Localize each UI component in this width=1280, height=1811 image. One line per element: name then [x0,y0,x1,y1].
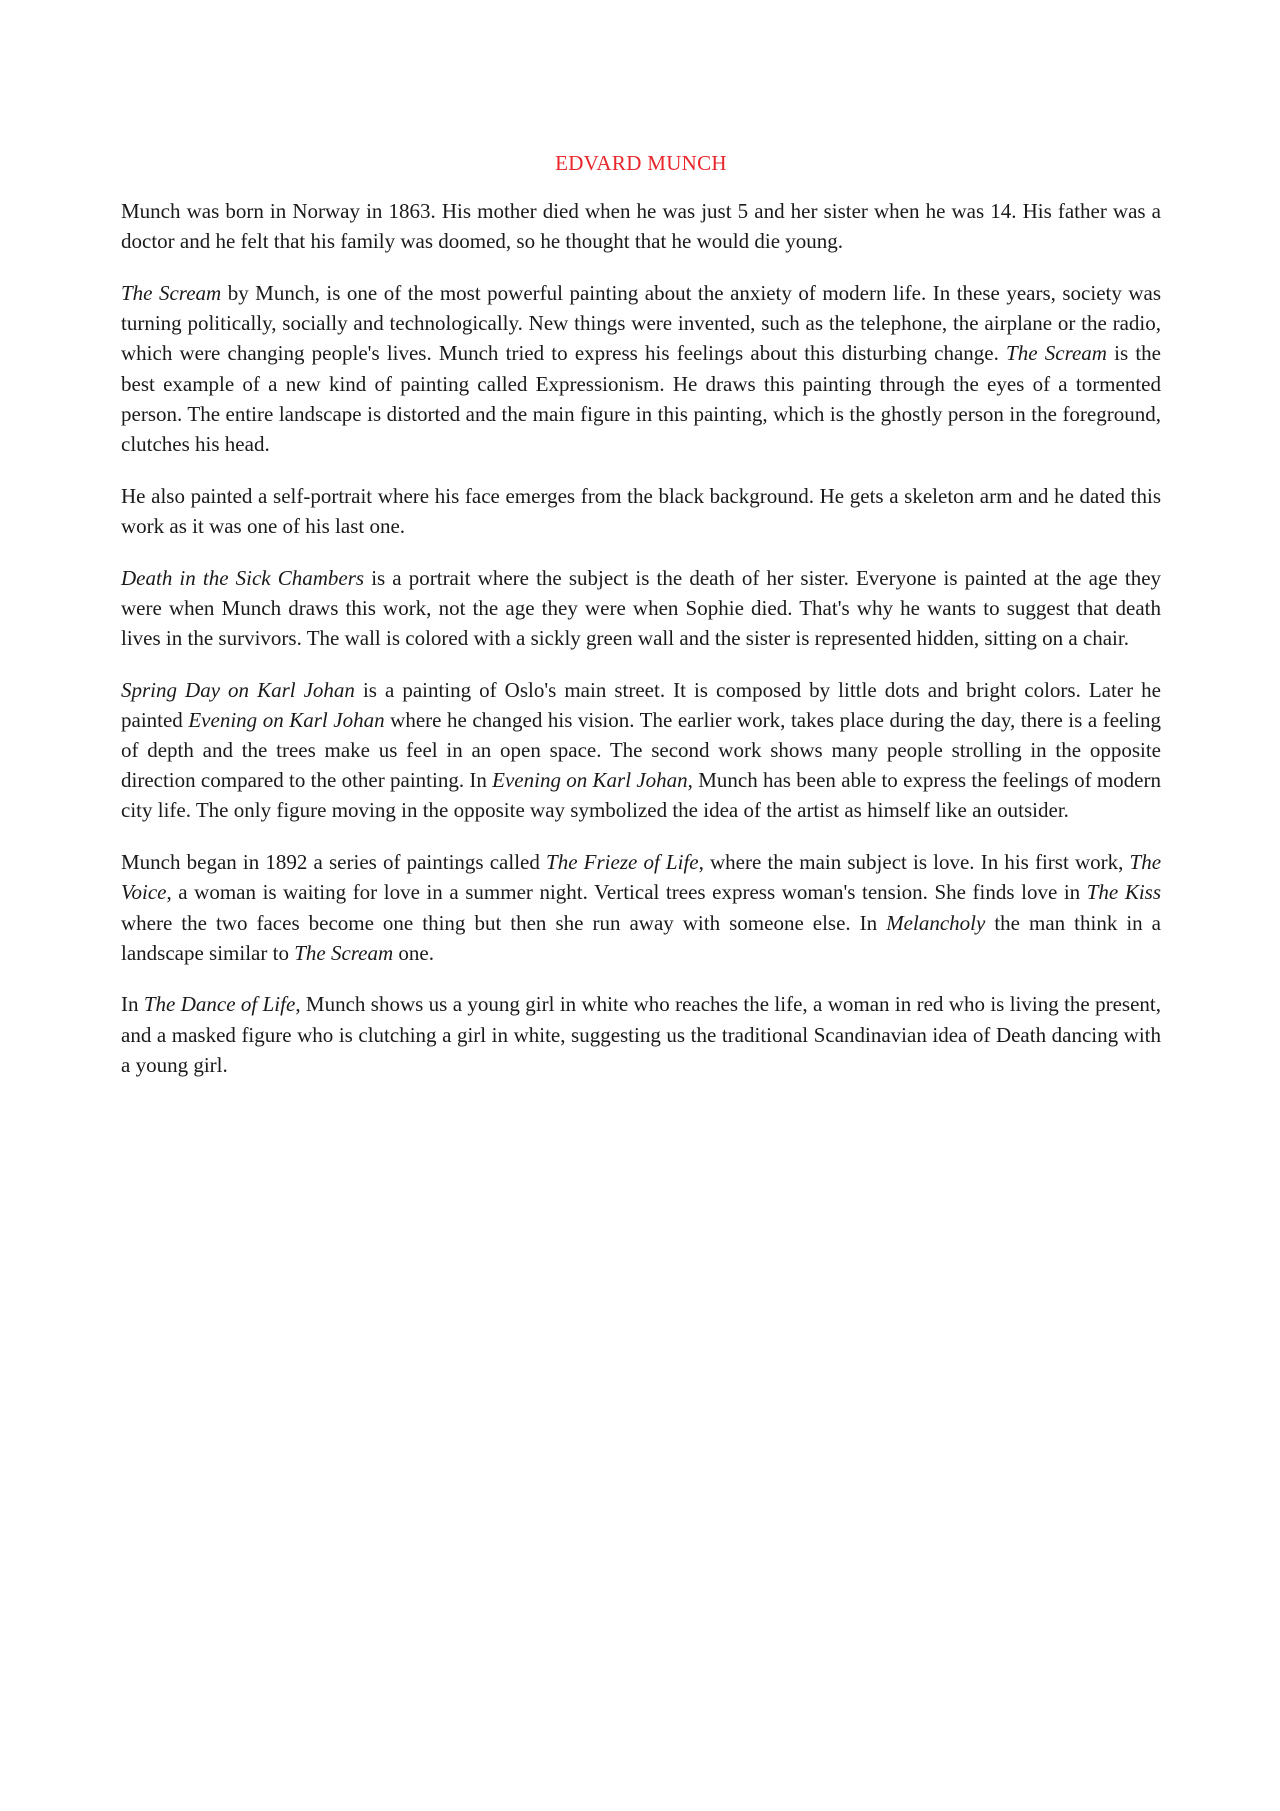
paragraph-container [121,196,1161,1080]
body-paragraph [121,481,1161,541]
paragraph-text: , Munch shows us a young girl in white who reaches the life, a woman in red who is living the present, and a masked figure who is clutching a girl in white, suggesting us the traditional Scandinavian idea of Death dancing with a young girl. [121,992,1162,1077]
paragraph-text: one. [393,940,434,965]
italic-title-text: The Scream [121,280,222,305]
document-body [121,148,1161,1102]
document-title: EDVARD MUNCH [555,151,727,175]
italic-title-text: Death in the Sick Chambers [121,565,365,590]
italic-title-text: The Scream [294,940,394,965]
italic-title-text: Spring Day on Karl Johan [121,677,355,702]
paragraph-text: , a woman is waiting for love in a summer night. Vertical trees express woman's tension. She finds love in [166,880,1087,905]
italic-title-text: The Scream [1006,341,1107,366]
italic-title-text: The Voice [121,850,1162,905]
paragraph-text: where he changed his vision. The earlier work, takes place during the day, there is a feeling of depth and the trees make us feel in an open space. The second work shows many people strolling in the opposite direction compared to the other painting. In [121,707,1162,793]
paragraph-text: , Munch has been able to express the feelings of modern city life. The only figure moving in the opposite way symbolized the idea of the artist as himself like an outsider. [121,768,1161,823]
paragraph-text: , where the main subject is love. In his first work, [698,850,1130,875]
italic-title-text: Melancholy [886,910,986,935]
paragraph-text: In [121,992,144,1017]
body-paragraph [121,563,1161,654]
paragraph-text: is a portrait where the subject is the death of her sister. Everyone is painted at the age they were when Munch draws this work, not the age they were when Sophie died. That's why he wants to suggest that death lives in the survivors. The wall is colored with a sickly green wall and the sister is represented hidden, sitting on a chair. [121,565,1162,650]
italic-title-text: Evening on Karl Johan [188,707,385,732]
body-paragraph [121,675,1161,826]
paragraph-text: by Munch, is one of the most powerful painting about the anxiety of modern life. In these years, society was turning politically, socially and technologically. New things were invented, such as the telephone, the airplane or the radio, which were changing people's lives. Munch tried to express his feelings about this disturbing change. [121,280,1162,366]
paragraph-text: the man think in a landscape similar to [121,910,1161,965]
paragraph-text: Munch began in 1892 a series of paintings called [121,850,547,875]
italic-title-text: The Kiss [1086,880,1162,905]
paragraph-text: is a painting of Oslo's main street. It is composed by little dots and bright colors. Later he painted [121,677,1161,732]
body-paragraph [121,847,1161,968]
body-paragraph [121,196,1161,256]
paragraph-text: Munch was born in Norway in 1863. His mother died when he was just 5 and her sister when he was 14. His father was a doctor and he felt that his family was doomed, so he thought that he would die young. [121,199,1161,254]
paragraph-text: is the best example of a new kind of painting called Expressionism. He draws this painting through the eyes of a tormented person. The entire landscape is distorted and the main figure in this painting, which is the ghostly person in the foreground, clutches his head. [121,341,1162,456]
paragraph-text: He also painted a self-portrait where his face emerges from the black background. He gets a skeleton arm and he dated this work as it was one of his last one. [121,483,1161,538]
paragraph-text: where the two faces become one thing but then she run away with someone else. In [121,910,887,935]
body-paragraph [121,989,1161,1080]
italic-title-text: The Dance of Life [143,992,296,1017]
body-paragraph [121,278,1161,459]
italic-title-text: The Frieze of Life [546,850,699,875]
italic-title-text: Evening on Karl Johan [492,768,688,793]
